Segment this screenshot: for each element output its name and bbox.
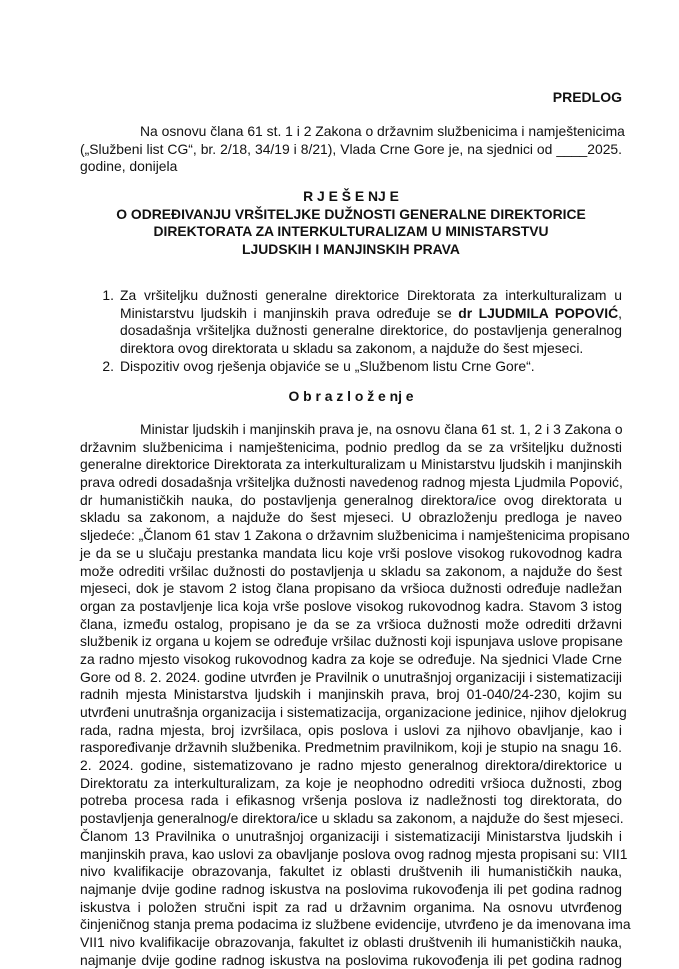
explanation-heading xyxy=(80,388,622,406)
text-line: raspoređivanje državnih službenika. Predmetnim pravilnikom, koji je stupio na snagu 16. xyxy=(80,739,623,756)
text-line: Za vršiteljku dužnosti generalne direktorice Direktorata za interkulturalizam u xyxy=(120,287,622,303)
text-line: organ za postavljenje lica koja vrše poslove visokog rukovodnog kadra. Stavom 3 istog xyxy=(80,597,622,614)
list-number: 1. xyxy=(102,287,114,303)
text-line: skladu sa zakonom, a najduže do šest mjeseci. U obrazloženju predloga je naveo xyxy=(80,509,622,526)
intro-paragraph xyxy=(80,123,625,176)
text-line: 2. 2024. godine, sistematizovano je radno mjesto generalnog direktora/direktorice u xyxy=(80,757,622,774)
text-line: mjeseci, dok je stavom 2 istog člana propisano da vršioca dužnosti određuje nadležan xyxy=(80,580,622,597)
text-line: postavljenja generalnog/e direktora/ice u skladu sa zakonom, a najduže do šest mjeseci. xyxy=(80,810,624,827)
text-line: iskustva i položen stručni ispit za rad u državnim organima. Na osnovu utvrđenog xyxy=(80,898,622,915)
text-segment: , xyxy=(618,304,622,321)
text-line: prava odredi dosadašnja vršiteljka dužnosti navedenog radnog mjesta Ljudmila Popović, xyxy=(80,474,623,491)
text-line: Dispozitiv ovog rješenja objaviće se u „Službenom listu Crne Gore“. xyxy=(120,357,535,374)
text-line: potreba procesa rada i efikasnog vršenja poslova iz nadležnosti tog direktorata, do xyxy=(80,792,622,809)
text-line: radnih mjesta Ministarstva ljudskih i manjinskih prava, broj 01-040/24-230, kojim su xyxy=(80,686,622,703)
list-item xyxy=(80,287,622,358)
text-line: manjinskih prava, kao uslovi za obavljanje poslova ovog radnog mjesta propisani su: VII1 xyxy=(80,845,628,862)
text-line: Na osnovu člana 61 st. 1 i 2 Zakona o državnim službenicima i namještenicima xyxy=(140,123,625,139)
text-line: godine, donijela xyxy=(80,158,178,175)
text-line: nivo kvalifikacije obrazovanja, fakultet iz oblasti društvenih ili humanističkih nauka, xyxy=(80,863,622,880)
decision-list xyxy=(80,287,622,375)
title-line: O ODREĐIVANJU VRŠITELJKE DUŽNOSTI GENERALNE DIREKTORICE xyxy=(116,205,586,222)
document-title xyxy=(80,188,622,259)
text-line: utvrđeni unutrašnja organizacija i sistematizacija, organizacione jedinice, njihov djelokrug xyxy=(80,704,627,720)
title-line: R J E Š E NJ E xyxy=(303,188,399,204)
heading-text: O b r a z l o ž e nj e xyxy=(288,388,414,404)
text-line: („Službeni list CG“, br. 2/18, 34/19 i 8/21), Vlada Crne Gore je, na sjednici od ____2025. xyxy=(80,140,622,157)
text-line: člana, između ostalog, propisano je da se za vršioca dužnosti može odrediti državni xyxy=(80,615,622,632)
text-line: Gore od 8. 2. 2024. godine utvrđen je Pravilnik o unutrašnjoj organizaciji i sistematizaciji xyxy=(80,668,622,685)
list-item xyxy=(80,358,622,376)
text-line: je da se u slučaju prestanka mandata licu koje vrši poslove visokog rukovodnog kadra xyxy=(80,544,622,561)
text-line: VII1 nivo kvalifikacije obrazovanja, fakultet iz oblasti društvenih ili humanističkih nauka, xyxy=(80,933,622,950)
explanation-body xyxy=(80,421,631,969)
text-line: službenik iz organa u kojem se određuje vršilac dužnosti koji ispunjava uslove propisane xyxy=(80,633,623,650)
appointee-name: dr LJUDMILA POPOVIĆ xyxy=(458,304,619,321)
text-line xyxy=(120,305,622,323)
text-line: najmanje dvije godine radnog iskustva na poslovima rukovođenja ili pet godina radnog xyxy=(80,880,622,897)
text-line: sljedeće: „Članom 61 stav 1 Zakona o državnim službenicima i namještenicima propisano xyxy=(80,527,630,544)
list-number: 2. xyxy=(102,357,114,374)
text-line: Članom 13 Pravilnika o unutrašnjoj organizaciji i sistematizaciji Ministarstva ljudskih i xyxy=(80,827,622,844)
text-segment: Ministarstvu ljudskih i manjinskih prava određuje se xyxy=(120,304,459,321)
title-line: LJUDSKIH I MANJINSKIH PRAVA xyxy=(242,241,460,258)
text-line: najmanje dvije godine radnog iskustva na poslovima rukovođenja ili pet godina radnog xyxy=(80,951,622,968)
text-line: za radno mjesto visokog rukovodnog kadra za koje se određuje. Na sjednici Vlade Crne xyxy=(80,650,622,667)
text-line: može odrediti vršilac dužnosti do postavljenja u skladu sa zakonom, a najduže do šest xyxy=(80,562,622,579)
text-line: činjeničnog stanja prema podacima iz službene evidencije, utvrđeno je da imenovana ima xyxy=(80,916,631,933)
title-line: DIREKTORATA ZA INTERKULTURALIZAM U MINISTARSTVU xyxy=(153,223,549,240)
text-line: državnim službenicima i namještenicima, podnio predlog da se za vršiteljku dužnosti xyxy=(80,438,622,455)
text-line: Ministar ljudskih i manjinskih prava je, na osnovu člana 61 st. 1, 2 i 3 Zakona o xyxy=(140,421,623,437)
text-line: Direktoratu za interkulturalizam, za koje je neophodno odrediti vršioca dužnosti, zbog xyxy=(80,774,622,791)
text-line: generalne direktorice Direktorata za interkulturalizam u Ministarstvu ljudskih i manjinskih xyxy=(80,456,622,473)
text-line: dosadašnja vršiteljka dužnosti generalne direktorice, do postavljenja generalnog xyxy=(120,322,622,339)
document-label: PREDLOG xyxy=(552,89,622,105)
text-line: direktora ovog direktorata u skladu sa zakonom, a najduže do šest mjeseci. xyxy=(120,340,584,357)
text-line: rada, radna mjesta, broj izvršilaca, opis poslova i uslovi za njihovo obavljanje, kao i xyxy=(80,721,622,738)
text-line: dr humanističkih nauka, do postavljenja generalnog direktora/ice ovog direktorata u xyxy=(80,491,622,508)
